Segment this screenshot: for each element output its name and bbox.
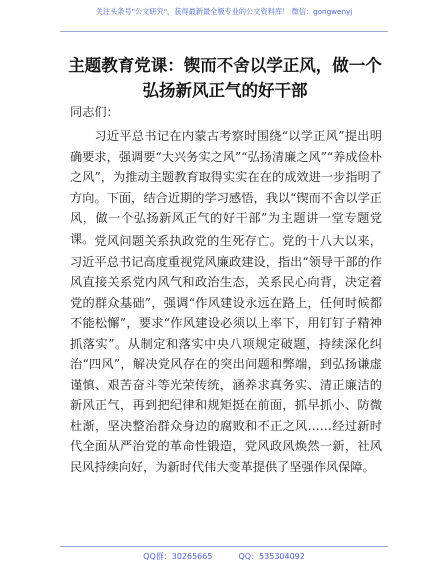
footer-qq-group: QQ群：30265665 [143,552,213,561]
paragraph-2: 党风问题关系执政党的生死存亡。党的十八大以来，习近平总书记高度重视党风廉政建设，指出“领导干部的作风直接关系党内风气和政治生态，关系民心向背，决定着党的群众基础”，强调“作风建设永远在路上，任何时候都不能松懈”，要求“作风建设必须以上率下，用钉钉子精神抓落实”。从制定和落实中央八项规定破题，持续深化纠治“四风”，解决党风存在的突出问题和弊端，到弘扬谦虚谨慎、艰苦奋斗等光荣传统，涵养求真务实、清正廉洁的新风正气，再到把纪律和规矩挺在前面，抓早抓小、防微杜渐，坚决整治群众身边的腐败和不正之风……经过新时代全面从严治党的革命性锻造，党风政风焕然一新，社风民风持续向好，为新时代伟大变革提供了坚强作风保障。 [70,234,382,474]
document-title: 主题教育党课：锲而不舍以学正风，做一个弘扬新风正气的好干部 [68,56,382,100]
footer [0,551,448,562]
paragraph-1: 习近平总书记在内蒙古考察时围绕“以学正风”提出明确要求，强调要“大兴务实之风”“弘扬清廉之风”“养成俭朴之风”，为推动主题教育取得实实在在的成效进一步指明了方向。下面，结合近期的学习感悟，我以“锲而不舍以学正风，做一个弘扬新风正气的好干部”为主题讲一堂专题党课。 [70,129,382,246]
greeting: 同志们： [70,105,119,119]
footer-divider [60,546,388,547]
header-note: 关注头条号"公文研究"，获得最新最全极专业的公文资料库！ 微信：gongwenyj [95,7,353,16]
header-divider [60,31,388,32]
footer-qq: QQ：535304092 [238,552,305,561]
